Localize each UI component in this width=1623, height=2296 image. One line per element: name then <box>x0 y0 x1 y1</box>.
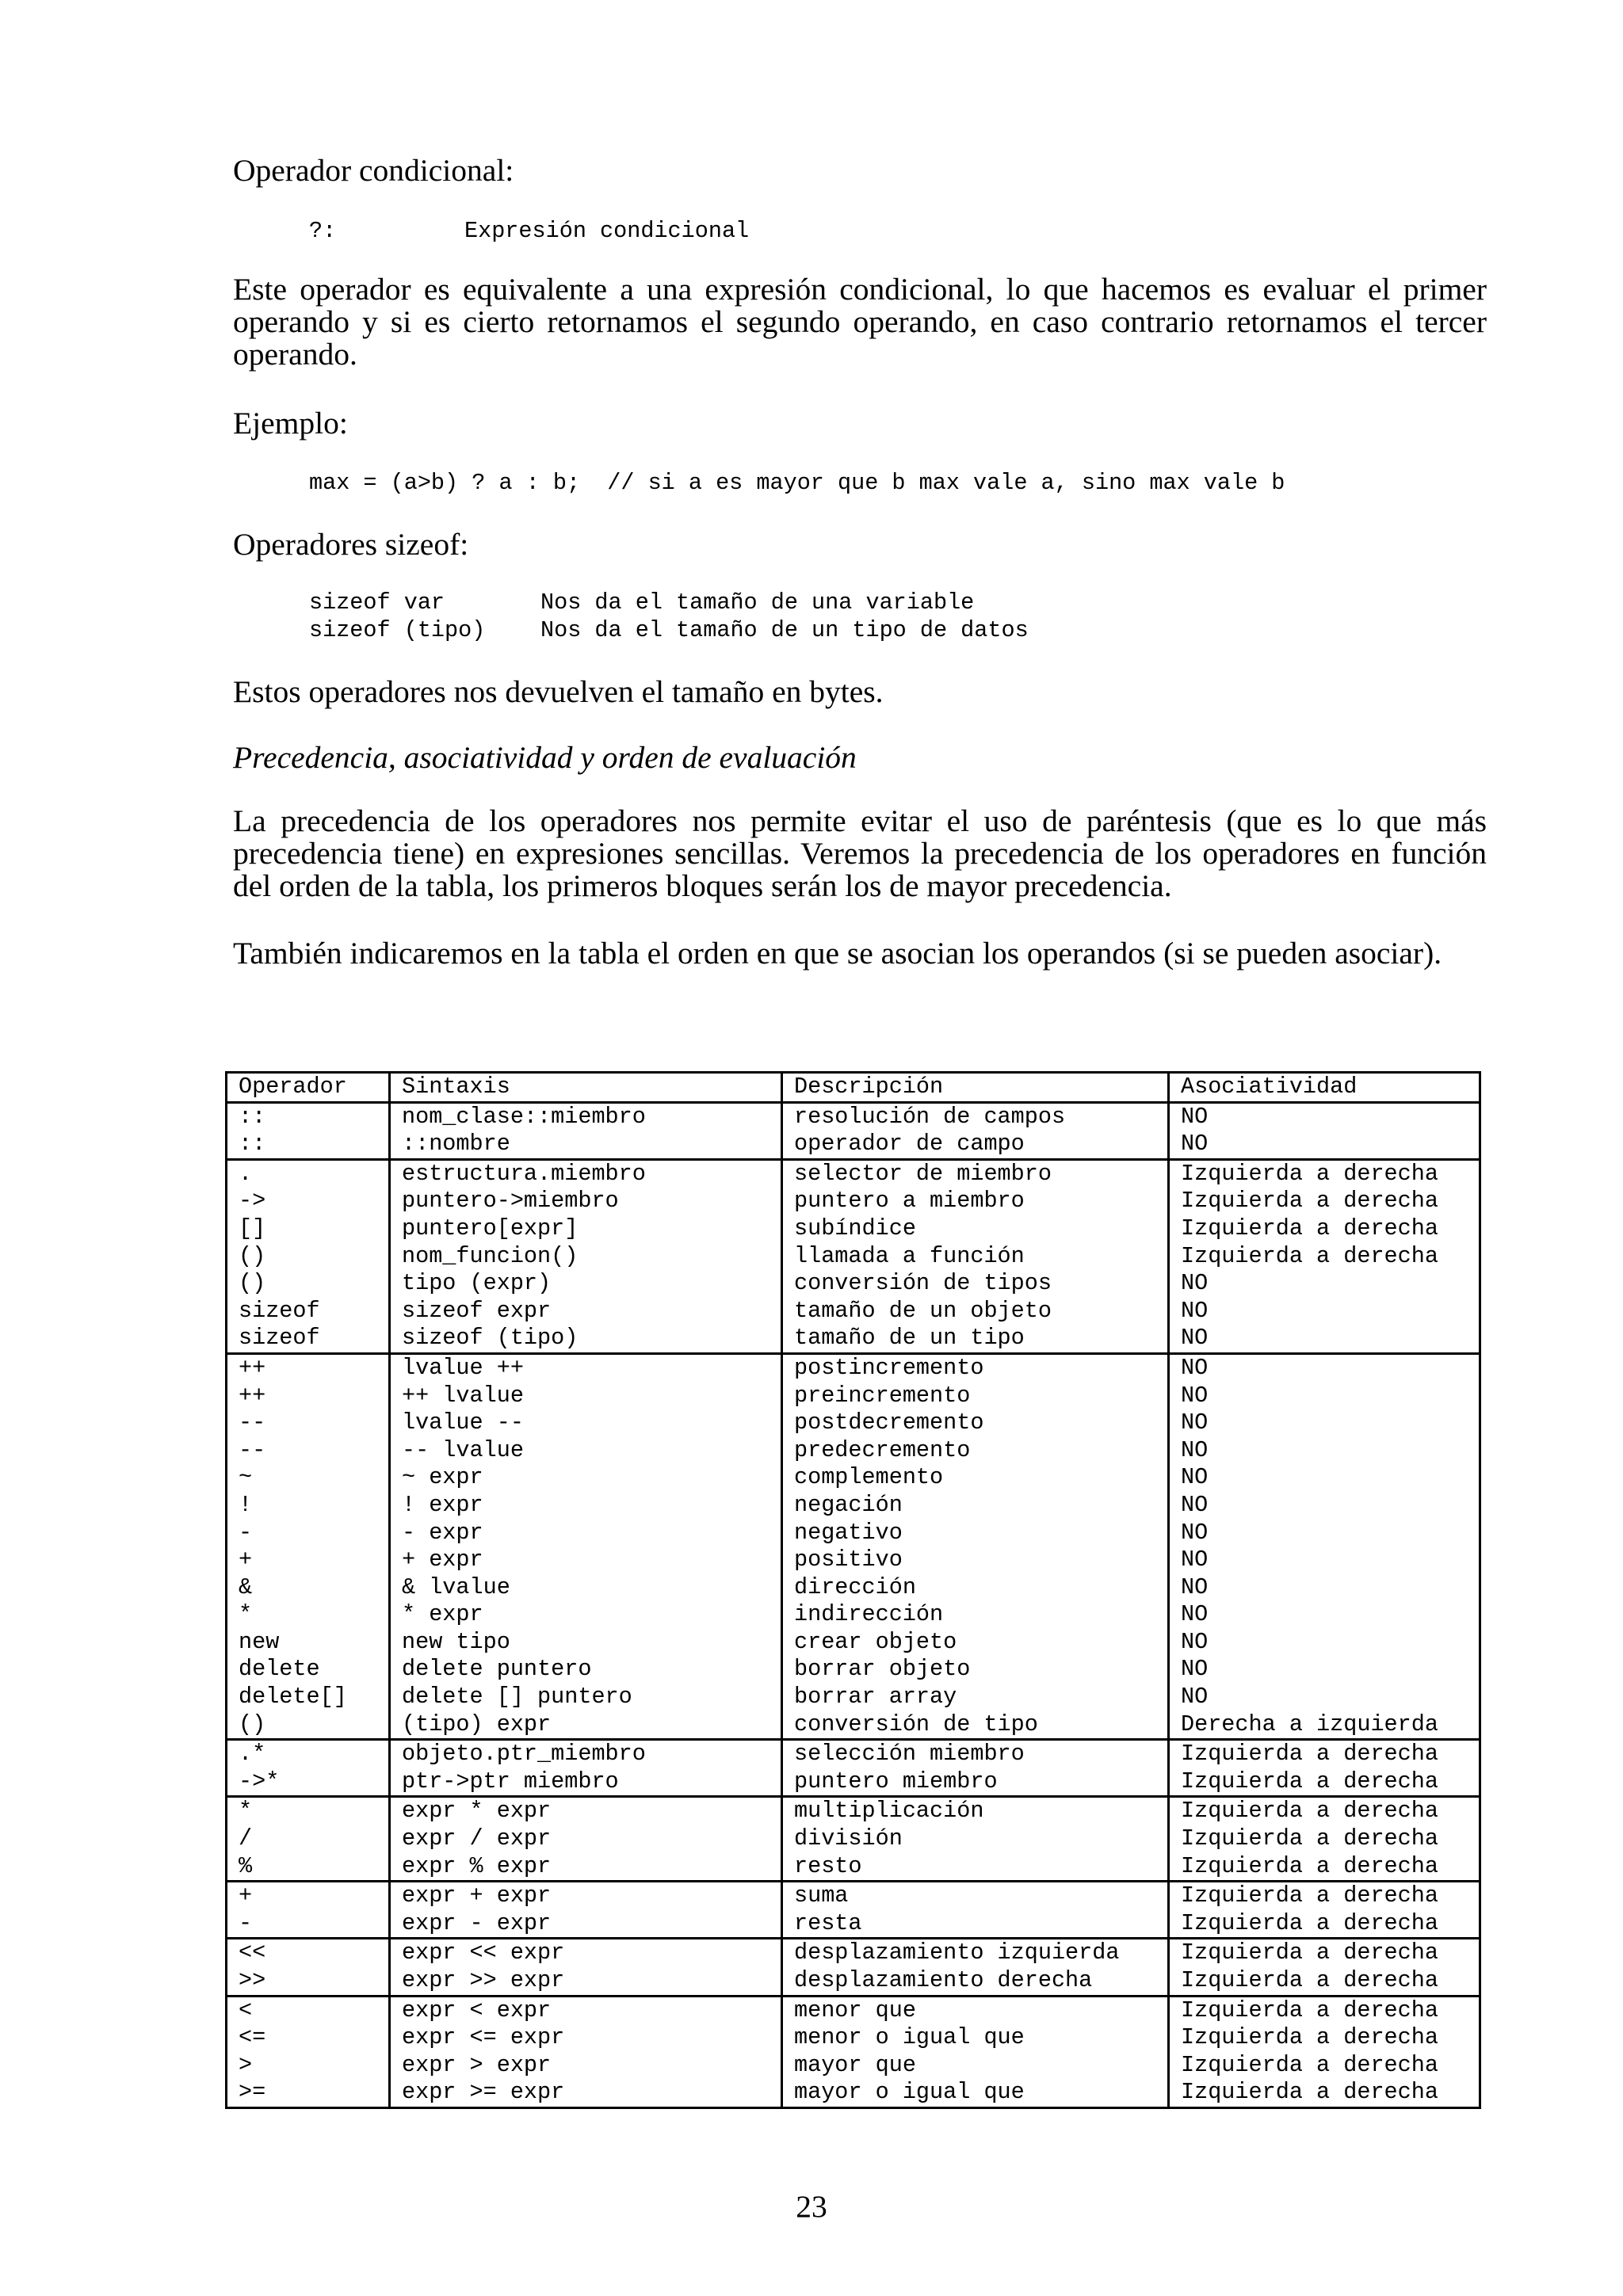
cell-descripcion: tamaño de un tipo <box>782 1325 1169 1353</box>
table-row <box>227 1684 1480 1711</box>
cell-asociatividad: NO <box>1169 1684 1480 1711</box>
cell-asociatividad: NO <box>1169 1574 1480 1602</box>
table-row <box>227 1520 1480 1547</box>
section-title: Precedencia, asociatividad y orden de evaluación <box>233 740 857 775</box>
conditional-operator-heading: Operador condicional: <box>233 153 514 188</box>
table-row <box>227 1353 1480 1382</box>
table-row <box>227 1656 1480 1684</box>
table-body <box>227 1102 1480 2107</box>
conditional-operator-description: Expresión condicional <box>464 218 750 244</box>
cell-asociatividad: Izquierda a derecha <box>1169 1882 1480 1910</box>
precedence-table <box>225 1071 1481 2109</box>
cell-operador: ->* <box>227 1768 390 1797</box>
cell-operador: * <box>227 1797 390 1825</box>
cell-sintaxis: expr % expr <box>390 1853 782 1882</box>
cell-descripcion: conversión de tipos <box>782 1270 1169 1298</box>
table-row <box>227 1740 1480 1768</box>
cell-descripcion: operador de campo <box>782 1131 1169 1159</box>
cell-asociatividad: NO <box>1169 1353 1480 1382</box>
table-row <box>227 2024 1480 2052</box>
cell-operador: ++ <box>227 1383 390 1410</box>
cell-sintaxis: ~ expr <box>390 1464 782 1492</box>
cell-sintaxis: sizeof expr <box>390 1298 782 1325</box>
cell-asociatividad: NO <box>1169 1520 1480 1547</box>
cell-asociatividad: NO <box>1169 1409 1480 1437</box>
cell-operador: sizeof <box>227 1325 390 1353</box>
table-row <box>227 1409 1480 1437</box>
table-row <box>227 1188 1480 1215</box>
cell-sintaxis: ! expr <box>390 1492 782 1520</box>
cell-operador: .* <box>227 1740 390 1768</box>
cell-descripcion: desplazamiento derecha <box>782 1967 1169 1996</box>
table-row <box>227 1853 1480 1882</box>
precedence-table-intro: También indicaremos en la tabla el orden en que se asocian los operandos (si se pueden asociar). <box>233 936 1442 971</box>
cell-descripcion: positivo <box>782 1547 1169 1574</box>
cell-sintaxis: expr / expr <box>390 1825 782 1853</box>
sizeof-code-description: Nos da el tamaño de una variable <box>540 589 975 616</box>
precedence-paragraph: La precedencia de los operadores nos permite evitar el uso de paréntesis (que es lo que más precedencia tiene) en expresiones sencillas. Veremos la precedencia de los operadores en función del orden de la tabla, los primeros bloques serán los de mayor precedencia. <box>233 803 1487 903</box>
cell-descripcion: resolución de campos <box>782 1102 1169 1131</box>
table-row <box>227 1215 1480 1243</box>
cell-descripcion: conversión de tipo <box>782 1711 1169 1740</box>
cell-sintaxis: objeto.ptr_miembro <box>390 1740 782 1768</box>
sizeof-paragraph: Estos operadores nos devuelven el tamaño en bytes. <box>233 674 884 709</box>
cell-sintaxis: delete puntero <box>390 1656 782 1684</box>
cell-asociatividad: NO <box>1169 1629 1480 1657</box>
cell-sintaxis: ptr->ptr miembro <box>390 1768 782 1797</box>
cell-sintaxis: + expr <box>390 1547 782 1574</box>
cell-operador: & <box>227 1574 390 1602</box>
table-row <box>227 1939 1480 1967</box>
cell-operador: < <box>227 1996 390 2024</box>
example-code: max = (a>b) ? a : b; // si a es mayor que b max vale a, sino max vale b <box>309 470 1285 496</box>
cell-asociatividad: Izquierda a derecha <box>1169 1996 1480 2024</box>
cell-descripcion: subíndice <box>782 1215 1169 1243</box>
cell-sintaxis: expr * expr <box>390 1797 782 1825</box>
cell-asociatividad: Izquierda a derecha <box>1169 1910 1480 1939</box>
cell-operador: -- <box>227 1409 390 1437</box>
table-row <box>227 2079 1480 2107</box>
cell-descripcion: borrar array <box>782 1684 1169 1711</box>
cell-asociatividad: Izquierda a derecha <box>1169 1768 1480 1797</box>
sizeof-code-line <box>309 589 975 616</box>
table-row <box>227 1601 1480 1629</box>
cell-descripcion: multiplicación <box>782 1797 1169 1825</box>
cell-sintaxis: ::nombre <box>390 1131 782 1159</box>
cell-operador: new <box>227 1629 390 1657</box>
cell-sintaxis: lvalue ++ <box>390 1353 782 1382</box>
cell-sintaxis: expr <= expr <box>390 2024 782 2052</box>
cell-operador: [] <box>227 1215 390 1243</box>
cell-operador: << <box>227 1939 390 1967</box>
cell-asociatividad: Derecha a izquierda <box>1169 1711 1480 1740</box>
table-header-row <box>227 1073 1480 1103</box>
cell-asociatividad: NO <box>1169 1547 1480 1574</box>
cell-asociatividad: Izquierda a derecha <box>1169 1967 1480 1996</box>
cell-asociatividad: NO <box>1169 1656 1480 1684</box>
cell-asociatividad: Izquierda a derecha <box>1169 2024 1480 2052</box>
cell-sintaxis: nom_funcion() <box>390 1243 782 1271</box>
conditional-operator-paragraph: Este operador es equivalente a una expresión condicional, lo que hacemos es evaluar el primer operando y si es cierto retornamos el segundo operando, en caso contrario retornamos el tercer operando. <box>233 272 1487 372</box>
cell-asociatividad: Izquierda a derecha <box>1169 2079 1480 2107</box>
cell-operador: . <box>227 1159 390 1188</box>
cell-operador: () <box>227 1711 390 1740</box>
cell-asociatividad: Izquierda a derecha <box>1169 1797 1480 1825</box>
cell-descripcion: postdecremento <box>782 1409 1169 1437</box>
cell-sintaxis: expr > expr <box>390 2052 782 2080</box>
cell-descripcion: llamada a función <box>782 1243 1169 1271</box>
cell-descripcion: división <box>782 1825 1169 1853</box>
cell-asociatividad: Izquierda a derecha <box>1169 1740 1480 1768</box>
sizeof-code: sizeof (tipo) <box>309 617 486 643</box>
cell-sintaxis: - expr <box>390 1520 782 1547</box>
cell-descripcion: selector de miembro <box>782 1159 1169 1188</box>
table-row <box>227 1159 1480 1188</box>
cell-descripcion: menor que <box>782 1996 1169 2024</box>
cell-descripcion: selección miembro <box>782 1740 1169 1768</box>
cell-sintaxis: sizeof (tipo) <box>390 1325 782 1353</box>
cell-operador: ~ <box>227 1464 390 1492</box>
cell-asociatividad: NO <box>1169 1601 1480 1629</box>
cell-operador: -> <box>227 1188 390 1215</box>
table-row <box>227 1437 1480 1465</box>
cell-sintaxis: -- lvalue <box>390 1437 782 1465</box>
cell-operador: -- <box>227 1437 390 1465</box>
cell-descripcion: resta <box>782 1910 1169 1939</box>
table-row <box>227 1574 1480 1602</box>
cell-sintaxis: expr << expr <box>390 1939 782 1967</box>
cell-asociatividad: NO <box>1169 1383 1480 1410</box>
sizeof-code: sizeof var <box>309 589 445 616</box>
cell-sintaxis: new tipo <box>390 1629 782 1657</box>
cell-sintaxis: expr >= expr <box>390 2079 782 2107</box>
cell-descripcion: predecremento <box>782 1437 1169 1465</box>
cell-asociatividad: NO <box>1169 1492 1480 1520</box>
cell-operador: + <box>227 1547 390 1574</box>
cell-asociatividad: Izquierda a derecha <box>1169 1243 1480 1271</box>
table-row <box>227 1910 1480 1939</box>
cell-sintaxis: ++ lvalue <box>390 1383 782 1410</box>
page-number: 23 <box>796 2189 827 2224</box>
cell-descripcion: desplazamiento izquierda <box>782 1939 1169 1967</box>
table-row <box>227 1131 1480 1159</box>
cell-operador: - <box>227 1910 390 1939</box>
cell-operador: () <box>227 1270 390 1298</box>
cell-operador: delete[] <box>227 1684 390 1711</box>
table-row <box>227 1825 1480 1853</box>
cell-operador: :: <box>227 1102 390 1131</box>
cell-operador: + <box>227 1882 390 1910</box>
cell-asociatividad: NO <box>1169 1298 1480 1325</box>
cell-descripcion: suma <box>782 1882 1169 1910</box>
header-operador: Operador <box>227 1073 390 1103</box>
cell-operador: * <box>227 1601 390 1629</box>
cell-sintaxis: nom_clase::miembro <box>390 1102 782 1131</box>
cell-descripcion: negativo <box>782 1520 1169 1547</box>
cell-asociatividad: NO <box>1169 1325 1480 1353</box>
cell-sintaxis: puntero[expr] <box>390 1215 782 1243</box>
cell-operador: > <box>227 2052 390 2080</box>
header-descripcion: Descripción <box>782 1073 1169 1103</box>
cell-sintaxis: puntero->miembro <box>390 1188 782 1215</box>
table-row <box>227 1882 1480 1910</box>
cell-asociatividad: NO <box>1169 1464 1480 1492</box>
cell-asociatividad: NO <box>1169 1270 1480 1298</box>
cell-sintaxis: expr + expr <box>390 1882 782 1910</box>
cell-sintaxis: expr < expr <box>390 1996 782 2024</box>
table-row <box>227 1996 1480 2024</box>
cell-asociatividad: Izquierda a derecha <box>1169 1825 1480 1853</box>
cell-descripcion: mayor o igual que <box>782 2079 1169 2107</box>
header-asociatividad: Asociatividad <box>1169 1073 1480 1103</box>
table-row <box>227 1325 1480 1353</box>
cell-descripcion: complemento <box>782 1464 1169 1492</box>
cell-asociatividad: Izquierda a derecha <box>1169 1159 1480 1188</box>
cell-descripcion: borrar objeto <box>782 1656 1169 1684</box>
cell-descripcion: preincremento <box>782 1383 1169 1410</box>
cell-asociatividad: Izquierda a derecha <box>1169 1188 1480 1215</box>
cell-descripcion: resto <box>782 1853 1169 1882</box>
cell-descripcion: puntero miembro <box>782 1768 1169 1797</box>
cell-operador: sizeof <box>227 1298 390 1325</box>
cell-sintaxis: expr >> expr <box>390 1967 782 1996</box>
cell-sintaxis: tipo (expr) <box>390 1270 782 1298</box>
cell-descripcion: negación <box>782 1492 1169 1520</box>
conditional-operator-code-line <box>309 217 750 245</box>
table-row <box>227 1243 1480 1271</box>
example-heading: Ejemplo: <box>233 406 348 441</box>
cell-descripcion: menor o igual que <box>782 2024 1169 2052</box>
table-row <box>227 1629 1480 1657</box>
table-row <box>227 1768 1480 1797</box>
cell-asociatividad: Izquierda a derecha <box>1169 2052 1480 2080</box>
table-row <box>227 1298 1480 1325</box>
table-row <box>227 2052 1480 2080</box>
cell-operador: <= <box>227 2024 390 2052</box>
cell-sintaxis: expr - expr <box>390 1910 782 1939</box>
cell-operador: ! <box>227 1492 390 1520</box>
cell-sintaxis: lvalue -- <box>390 1409 782 1437</box>
cell-descripcion: dirección <box>782 1574 1169 1602</box>
cell-asociatividad: Izquierda a derecha <box>1169 1939 1480 1967</box>
header-sintaxis: Sintaxis <box>390 1073 782 1103</box>
cell-asociatividad: NO <box>1169 1102 1480 1131</box>
cell-sintaxis: & lvalue <box>390 1574 782 1602</box>
cell-sintaxis: delete [] puntero <box>390 1684 782 1711</box>
cell-descripcion: crear objeto <box>782 1629 1169 1657</box>
cell-operador: () <box>227 1243 390 1271</box>
table-row <box>227 1383 1480 1410</box>
cell-asociatividad: NO <box>1169 1437 1480 1465</box>
table-row <box>227 1270 1480 1298</box>
cell-sintaxis: * expr <box>390 1601 782 1629</box>
table-row <box>227 1492 1480 1520</box>
cell-operador: >> <box>227 1967 390 1996</box>
cell-descripcion: mayor que <box>782 2052 1169 2080</box>
cell-operador: >= <box>227 2079 390 2107</box>
table-row <box>227 1797 1480 1825</box>
sizeof-heading: Operadores sizeof: <box>233 527 469 562</box>
cell-sintaxis: estructura.miembro <box>390 1159 782 1188</box>
sizeof-code-description: Nos da el tamaño de un tipo de datos <box>540 617 1029 643</box>
cell-operador: % <box>227 1853 390 1882</box>
cell-operador: :: <box>227 1131 390 1159</box>
cell-operador: delete <box>227 1656 390 1684</box>
cell-operador: ++ <box>227 1353 390 1382</box>
cell-descripcion: puntero a miembro <box>782 1188 1169 1215</box>
sizeof-code-line <box>309 616 1029 644</box>
cell-operador: / <box>227 1825 390 1853</box>
cell-operador: - <box>227 1520 390 1547</box>
table-row <box>227 1102 1480 1131</box>
table-row <box>227 1711 1480 1740</box>
cell-asociatividad: Izquierda a derecha <box>1169 1853 1480 1882</box>
table-row <box>227 1967 1480 1996</box>
table-row <box>227 1547 1480 1574</box>
cell-asociatividad: Izquierda a derecha <box>1169 1215 1480 1243</box>
cell-descripcion: postincremento <box>782 1353 1169 1382</box>
cell-sintaxis: (tipo) expr <box>390 1711 782 1740</box>
cell-descripcion: indirección <box>782 1601 1169 1629</box>
cell-descripcion: tamaño de un objeto <box>782 1298 1169 1325</box>
cell-asociatividad: NO <box>1169 1131 1480 1159</box>
table-row <box>227 1464 1480 1492</box>
conditional-operator-symbol: ?: <box>309 218 337 244</box>
